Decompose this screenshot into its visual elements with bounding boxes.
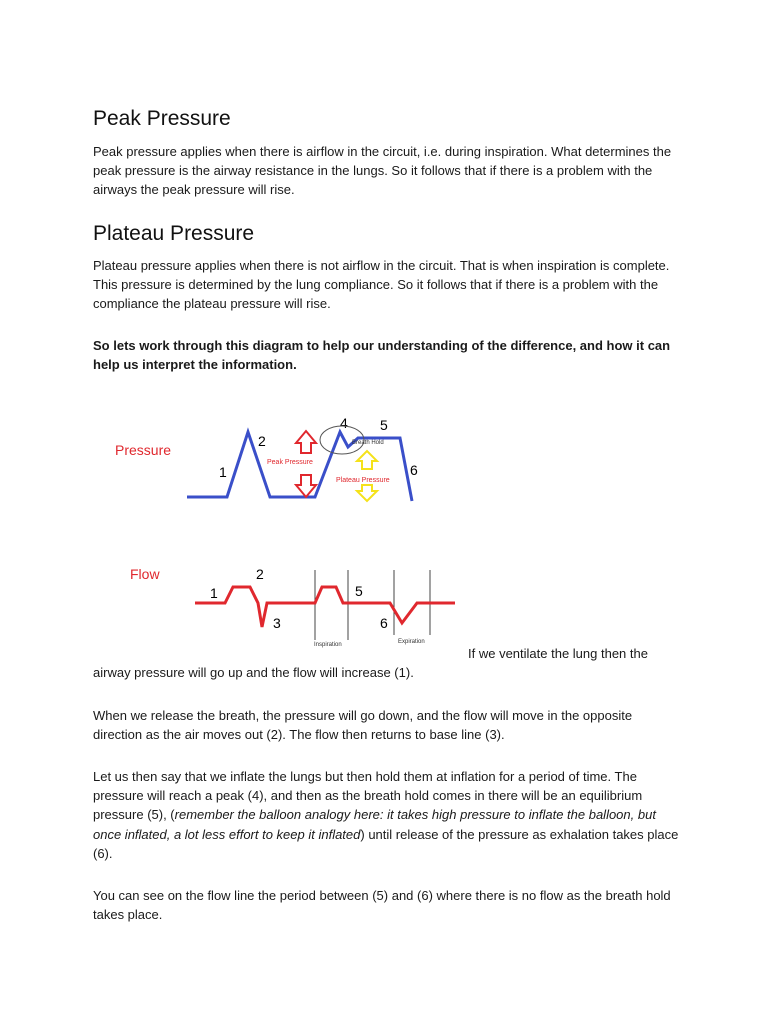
p1-inline-text: If we ventilate the lung then the — [468, 646, 648, 661]
inspiration-label: Inspiration — [314, 642, 342, 648]
plateau-down-arrow — [357, 485, 377, 501]
peak-pressure-label: Peak Pressure — [267, 459, 313, 466]
peak-pressure-heading: Peak Pressure — [93, 107, 231, 130]
p3-paragraph — [93, 767, 683, 863]
plateau-pressure-label: Plateau Pressure — [336, 477, 390, 484]
peak-pressure-paragraph: Peak pressure applies when there is airflow in the circuit, i.e. during inspiration. What determines the peak pressure is the airway resistance in the lungs. So it follows that if there is a problem with the airways the peak pressure will rise. — [93, 144, 672, 198]
plateau-pressure-paragraph: Plateau pressure applies when there is not airflow in the circuit. That is when inspiration is complete. This pressure is determined by the lung compliance. So it follows that if there is a problem with the compliance the plateau pressure will rise. — [93, 258, 670, 312]
expiration-label: Expiration — [398, 639, 425, 645]
p3-emphasis: remember the balloon analogy here: it takes high pressure to inflate the balloon, but once inflated, a lot less effort to keep it inflated — [93, 807, 656, 842]
flow-number-2: 2 — [256, 566, 264, 582]
pressure-number-5: 5 — [380, 417, 388, 433]
peak-down-arrow — [296, 475, 316, 497]
intro-bold-paragraph: So lets work through this diagram to help our understanding of the difference, and how it can help us interpret the information. — [93, 338, 671, 373]
plateau-up-arrow — [357, 451, 377, 469]
p3-part-a: Let us then say that we inflate the lungs but then hold them at inflation for a period of time. The pressure will reach a peak (4), and then as the breath hold comes in there will be an equilibrium pressure (5), ( — [93, 769, 643, 823]
p1-rest: airway pressure will go up and the flow will increase (1). — [93, 665, 414, 680]
flow-number-6: 6 — [380, 615, 388, 631]
p3-part-b: ) until release of the pressure as exhalation takes place (6). — [93, 826, 679, 861]
p4-paragraph: You can see on the flow line the period between (5) and (6) where there is no flow as the breath hold takes place. — [93, 888, 671, 923]
peak-up-arrow — [296, 431, 316, 453]
pressure-number-6: 6 — [410, 462, 418, 478]
breath-hold-label: Breath Hold — [352, 440, 384, 446]
pressure-number-2: 2 — [258, 433, 266, 449]
flow-number-1: 1 — [210, 585, 218, 601]
flow-label: Flow — [130, 566, 160, 582]
pressure-number-4: 4 — [340, 415, 348, 431]
flow-number-3: 3 — [273, 615, 281, 631]
plateau-pressure-heading: Plateau Pressure — [93, 222, 255, 245]
flow-number-5: 5 — [355, 583, 363, 599]
pressure-label: Pressure — [115, 442, 172, 458]
p2-paragraph: When we release the breath, the pressure will go down, and the flow will move in the opposite direction as the air moves out (2). The flow then returns to base line (3). — [93, 708, 633, 743]
pressure-flow-diagram — [100, 395, 470, 655]
flow-waveform — [195, 587, 455, 627]
pressure-number-1: 1 — [219, 464, 227, 480]
